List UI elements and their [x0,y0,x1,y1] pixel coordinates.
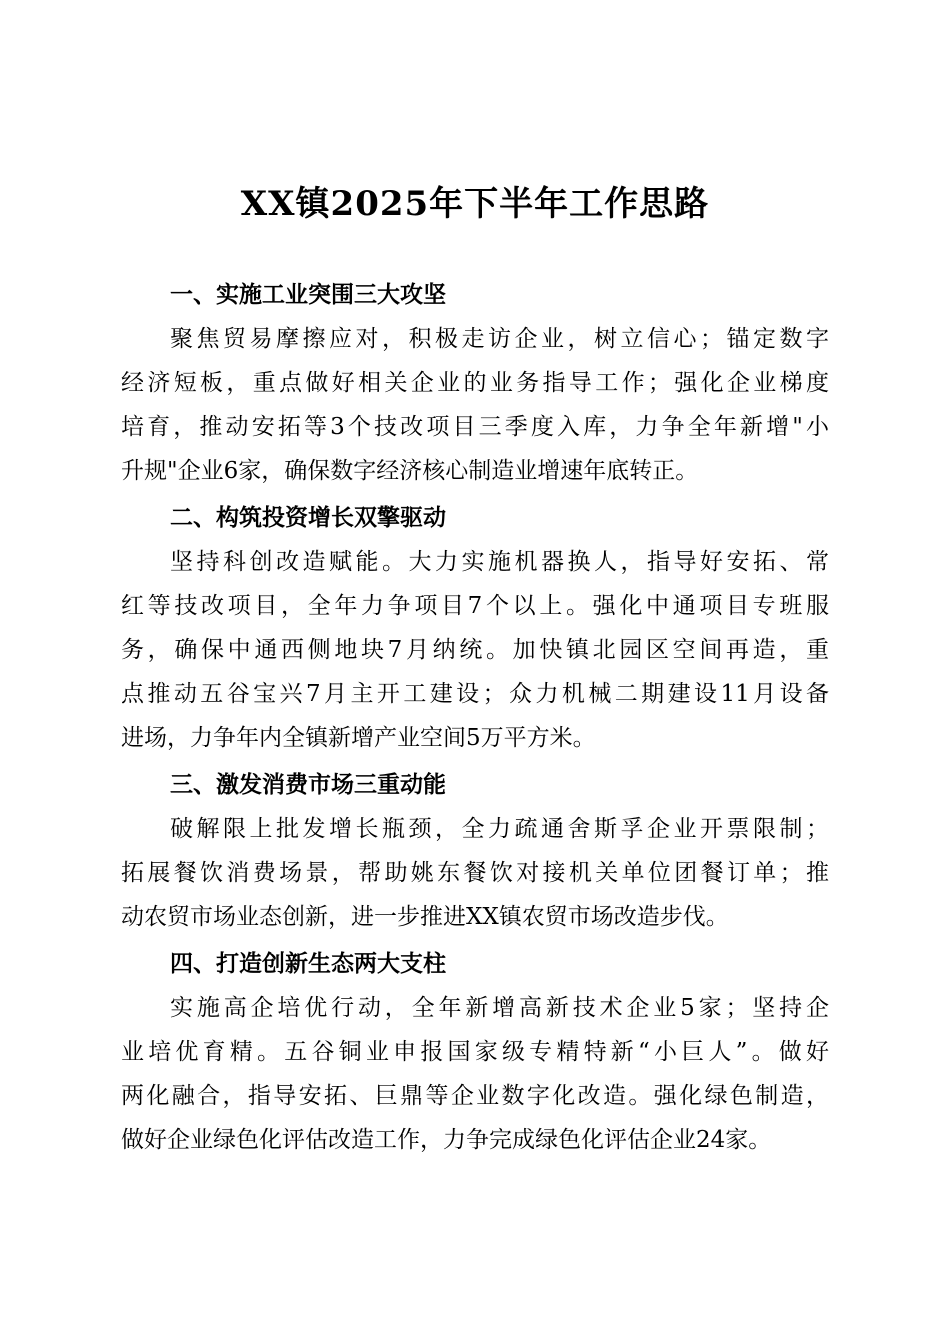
section-heading-3: 三、激发消费市场三重动能 [170,772,446,798]
section-heading-2: 二、构筑投资增长双擎驱动 [170,505,446,531]
section-1-line-1: 聚焦贸易摩擦应对，积极走访企业，树立信心；锚定数字 [170,326,829,352]
document-title: XX镇2025年下半年工作思路 [240,184,710,224]
section-4-line-1: 实施高企培优行动，全年新增高新技术企业5家；坚持企 [170,995,829,1021]
section-2-line-4: 点推动五谷宝兴7月主开工建设；众力机械二期建设11月设备 [121,681,829,707]
section-4-line-3: 两化融合，指导安拓、巨鼎等企业数字化改造。强化绿色制造， [121,1083,829,1109]
section-2-line-5: 进场，力争年内全镇新增产业空间5万平方米。 [121,725,596,751]
section-1-line-3: 培育，推动安拓等3个技改项目三季度入库，力争全年新增"小 [121,414,829,440]
section-3-line-3: 动农贸市场业态创新，进一步推进XX镇农贸市场改造步伐。 [121,904,729,930]
section-2-line-3: 务，确保中通西侧地块7月纳统。加快镇北园区空间再造，重 [121,637,829,663]
section-3-line-2: 拓展餐饮消费场景，帮助姚东餐饮对接机关单位团餐订单；推 [121,860,829,886]
section-1-line-4: 升规"企业6家，确保数字经济核心制造业增速年底转正。 [121,458,699,484]
section-4-line-2: 业培优育精。五谷铜业申报国家级专精特新“小巨人”。做好 [121,1039,829,1065]
section-4-line-4: 做好企业绿色化评估改造工作，力争完成绿色化评估企业24家。 [121,1127,772,1153]
section-heading-1: 一、实施工业突围三大攻坚 [170,282,446,308]
section-2-line-1: 坚持科创改造赋能。大力实施机器换人，指导好安拓、常 [170,549,829,575]
section-heading-4: 四、打造创新生态两大支柱 [170,951,446,977]
section-2-line-2: 红等技改项目，全年力争项目7个以上。强化中通项目专班服 [121,593,829,619]
section-3-line-1: 破解限上批发增长瓶颈，全力疏通舍斯孚企业开票限制； [170,816,829,842]
section-1-line-2: 经济短板，重点做好相关企业的业务指导工作；强化企业梯度 [121,370,829,396]
